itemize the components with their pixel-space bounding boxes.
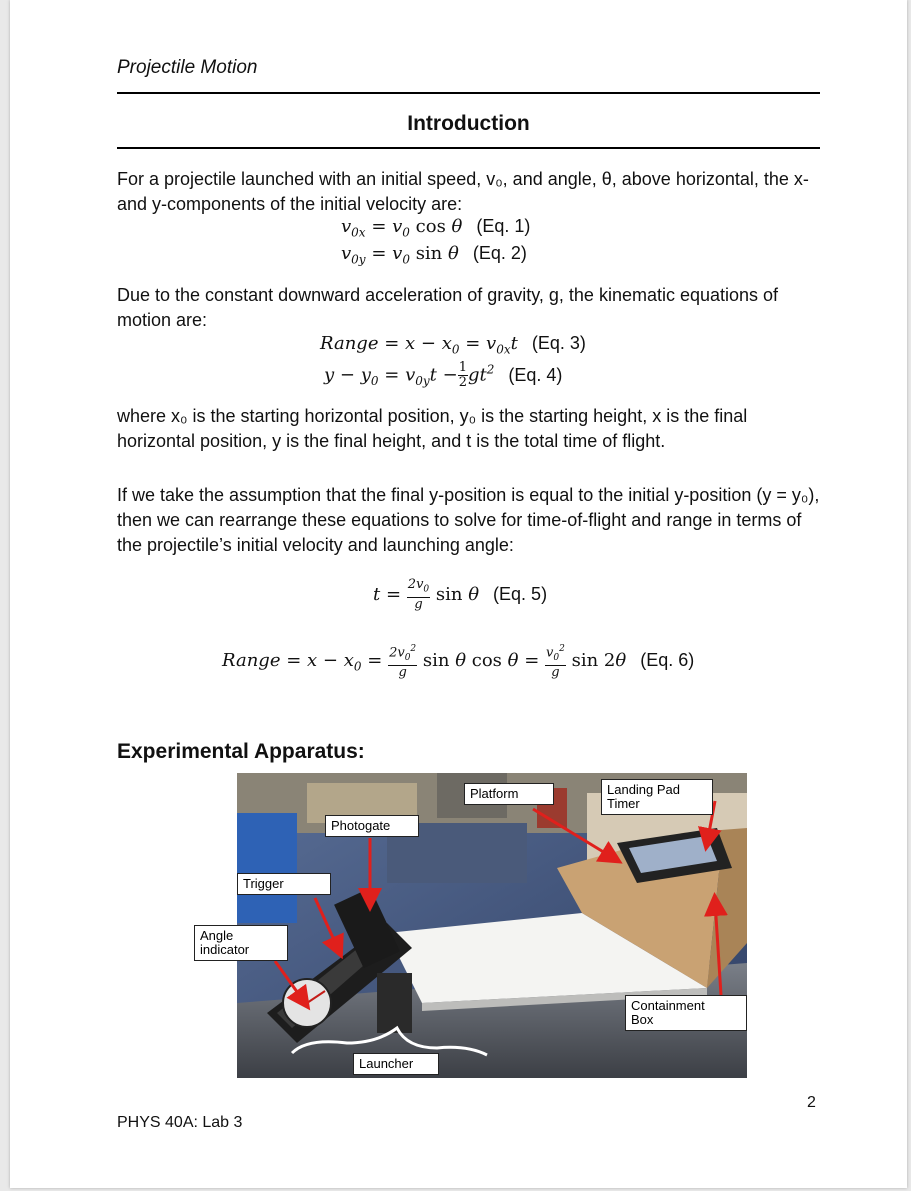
equation-6-label: (Eq. 6) — [640, 649, 695, 670]
equation-1-label: (Eq. 1) — [476, 216, 531, 236]
section-heading-introduction: Introduction — [407, 112, 530, 135]
paragraph-kinematic: Due to the constant downward acceleration of gravity, g, the kinematic equations of motion are: — [117, 285, 779, 330]
label-trigger: Trigger — [237, 873, 331, 895]
running-header: Projectile Motion — [117, 57, 258, 78]
equation-4: $y - y_0 = v_{0y}t$ − $\frac{1}{2}$ $gt^2$ (Eq. 4) — [324, 360, 563, 390]
equation-4-label: (Eq. 4) — [508, 364, 563, 385]
page-number: 2 — [807, 1094, 816, 1111]
equation-2-label: (Eq. 2) — [472, 243, 527, 263]
section-heading-apparatus: Experimental Apparatus: — [117, 740, 365, 763]
paragraph-initial-velocity: For a projectile launched with an initial speed, v₀, and angle, θ, above horizontal, the x- and y-components of the initial velocity are: — [117, 169, 809, 214]
equation-2: $v_{0y} = v_0$ sin θ (Eq. 2) — [341, 243, 527, 267]
equation-3: Range = $x - x_0 = v_{0x}t$ (Eq. 3) — [320, 333, 586, 357]
equation-3-label: (Eq. 3) — [531, 333, 586, 353]
label-landing-pad-timer: Landing Pad Timer — [601, 779, 713, 815]
annotation-arrows — [237, 773, 747, 1078]
apparatus-photo — [200, 773, 747, 1078]
equation-5-label: (Eq. 5) — [493, 583, 548, 604]
equation-5: t = $\frac{2v_0}{g}$ sin θ (Eq. 5) — [373, 577, 548, 612]
document-page — [10, 0, 907, 1188]
heading-rule — [117, 147, 820, 149]
paragraph-assumption: If we take the assumption that the final y-position is equal to the initial y-position (y = y₀), then we can rearrange these equations to solve for time-of-flight and range in terms of the projectile’s initial velocity and launching angle: — [117, 485, 820, 555]
label-photogate: Photogate — [325, 815, 419, 837]
header-rule — [117, 92, 820, 94]
equation-1: $v_{0x} = v_0$ cos θ (Eq. 1) — [341, 216, 531, 240]
label-angle-indicator: Angle indicator — [194, 925, 288, 961]
paragraph-variable-definitions: where x₀ is the starting horizontal position, y₀ is the starting height, x is the final horizontal position, y is the final height, and t is the total time of flight. — [117, 406, 748, 451]
label-platform: Platform — [464, 783, 554, 805]
label-containment-box: Containment Box — [625, 995, 747, 1031]
label-launcher: Launcher — [353, 1053, 439, 1075]
footer-course: PHYS 40A: Lab 3 — [117, 1114, 243, 1131]
equation-6: Range = $x - x_0$ = $\frac{2v_0^2}{g}$ sin θ cos θ = $\frac{v_0^2}{g}$ sin 2θ (Eq. 6) — [222, 644, 695, 680]
